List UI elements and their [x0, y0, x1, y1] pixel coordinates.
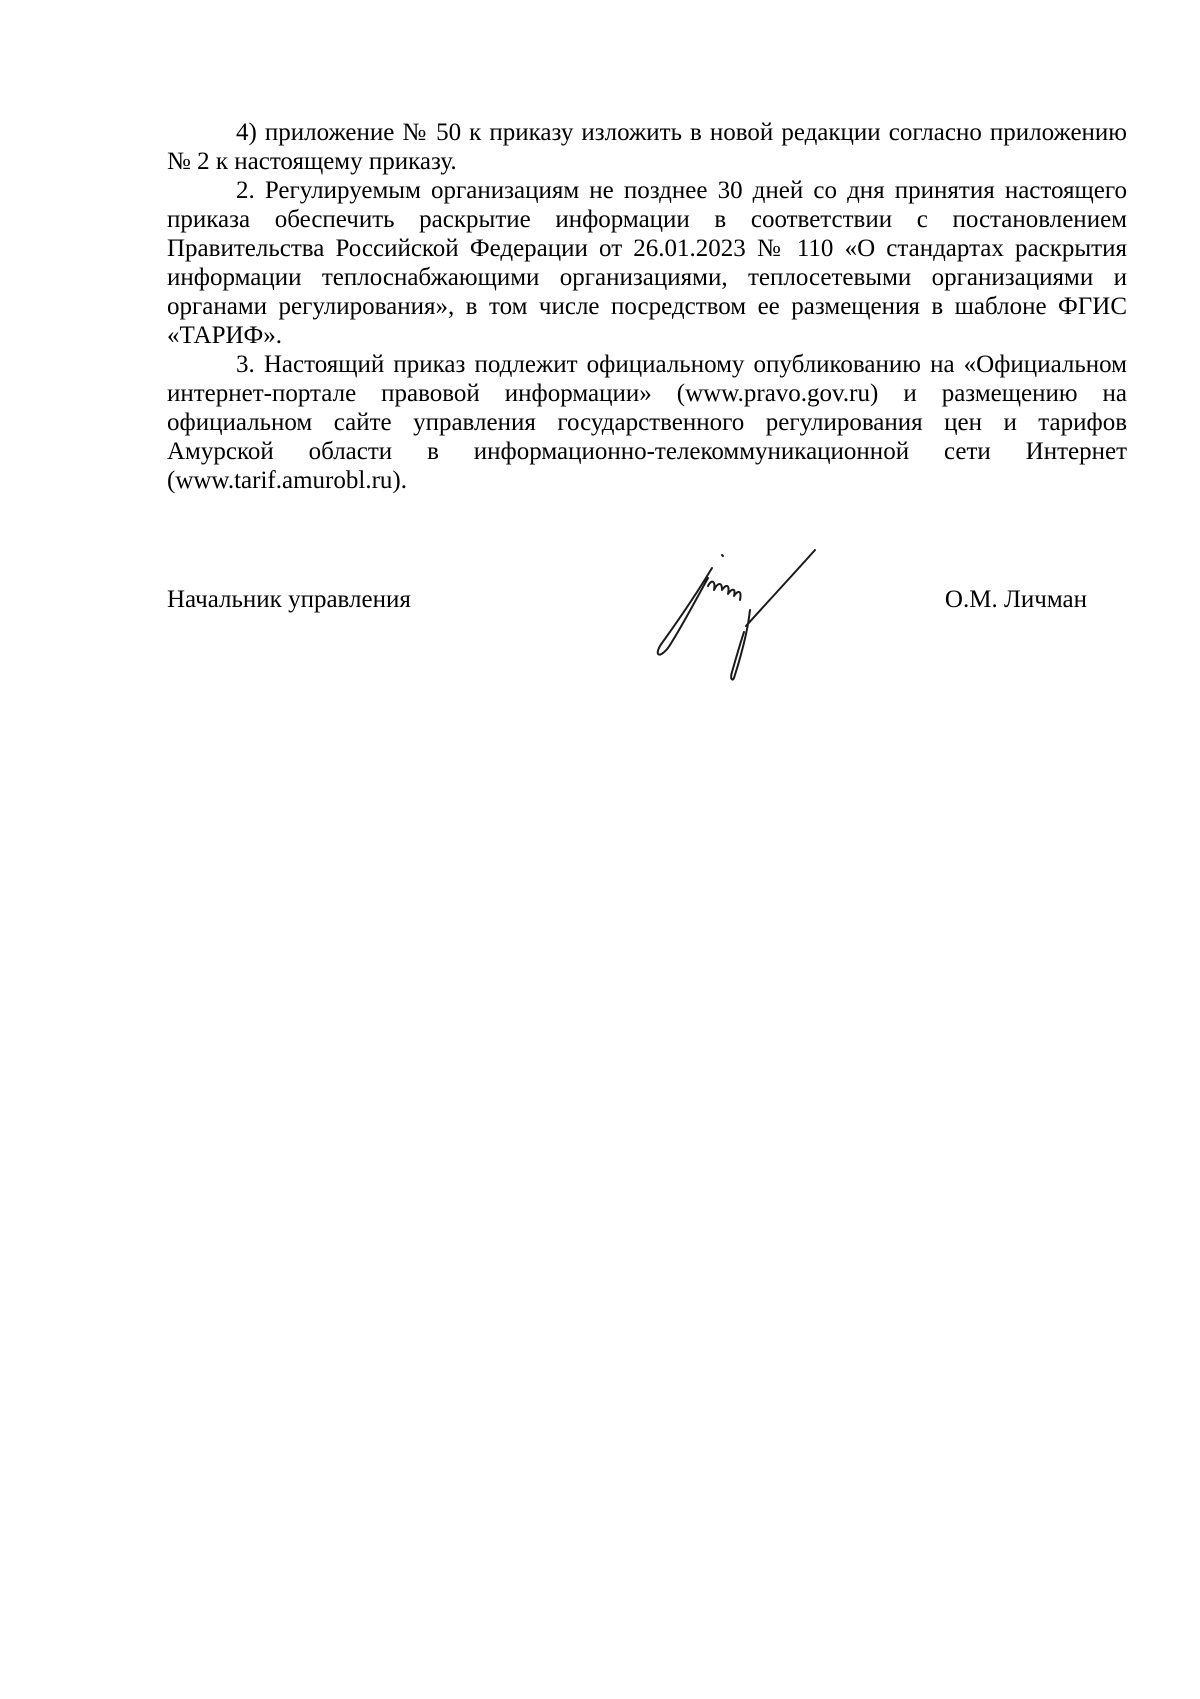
signatory-name: О.М. Личман [944, 586, 1087, 613]
paragraph-3: 3. Настоящий приказ подлежит официальному опубликованию на «Официальном интернет-портале правовой информации» (www.pravo.gov.ru) и размещению на официальном сайте управления государственного регулирования цен и тарифов Амурской области в информационно-телекоммуникационной сети Интернет (www.tarif.amurobl.ru). [167, 351, 1127, 494]
document-body [167, 118, 1127, 495]
handwritten-signature [650, 548, 830, 683]
paragraph-item-4: 4) приложение № 50 к приказу изложить в новой редакции согласно приложению № 2 к настоящему приказу. [167, 119, 1127, 175]
paragraph-2: 2. Регулируемым организациям не позднее 30 дней со дня принятия настоящего приказа обеспечить раскрытие информации в соответствии с постановлением Правительства Российской Федерации от 26.01.2023 № 110 «О стандартах раскрытия информации теплоснабжающими организациями, теплосетевыми организациями и органами регулирования», в том числе посредством ее размещения в шаблоне ФГИС «ТАРИФ». [167, 177, 1127, 349]
signatory-position: Начальник управления [167, 586, 411, 613]
signature-block [167, 585, 1127, 625]
